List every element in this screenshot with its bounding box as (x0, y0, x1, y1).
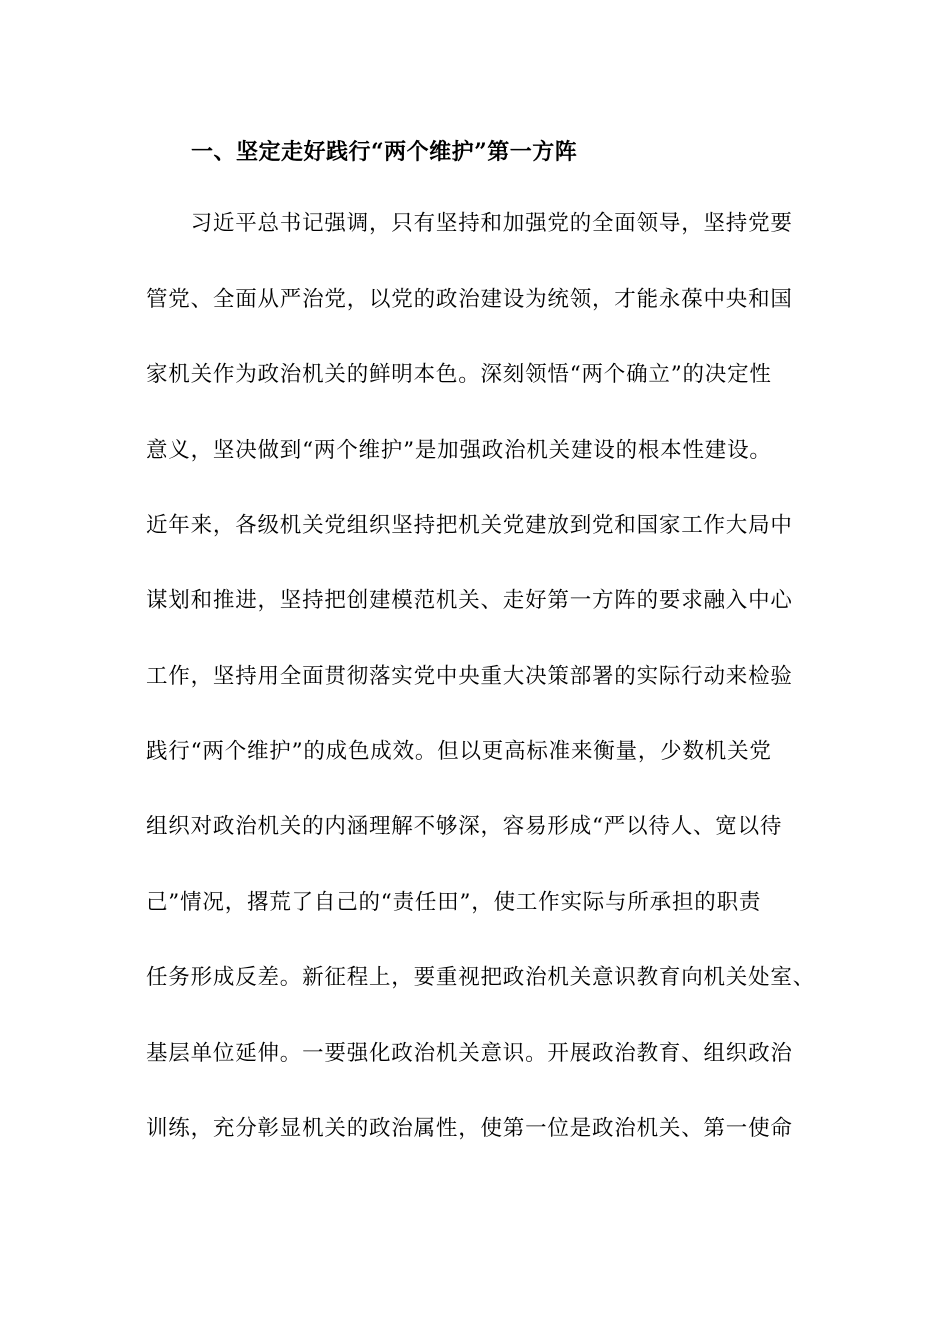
section-heading: 一、坚定走好践行“两个维护”第一方阵 (191, 139, 578, 165)
paragraph-line: 己”情况，撂荒了自己的“责任田”，使工作实际与所承担的职责 (146, 890, 762, 915)
paragraph-line: 组织对政治机关的内涵理解不够深，容易形成“严以待人、宽以待 (146, 814, 783, 839)
paragraph-line: 意义，坚决做到“两个维护”是加强政治机关建设的根本性建设。 (146, 438, 772, 463)
paragraph-line: 习近平总书记强调，只有坚持和加强党的全面领导，坚持党要 (146, 211, 793, 236)
paragraph-line: 家机关作为政治机关的鲜明本色。深刻领悟“两个确立”的决定性 (146, 362, 772, 387)
paragraph-line: 基层单位延伸。一要强化政治机关意识。开展政治教育、组织政治 (146, 1041, 793, 1066)
paragraph-line: 管党、全面从严治党，以党的政治建设为统领，才能永葆中央和国 (146, 287, 793, 312)
paragraph-line: 近年来，各级机关党组织坚持把机关党建放到党和国家工作大局中 (146, 513, 793, 538)
paragraph-line: 工作，坚持用全面贯彻落实党中央重大决策部署的实际行动来检验 (146, 664, 793, 689)
paragraph-line: 训练，充分彰显机关的政治属性，使第一位是政治机关、第一使命 (146, 1116, 793, 1141)
paragraph-line: 谋划和推进，坚持把创建模范机关、走好第一方阵的要求融入中心 (146, 588, 793, 613)
paragraph-line: 践行“两个维护”的成色成效。但以更高标准来衡量，少数机关党 (146, 739, 772, 764)
paragraph-line: 任务形成反差。新征程上，要重视把政治机关意识教育向机关处室、 (146, 965, 816, 990)
